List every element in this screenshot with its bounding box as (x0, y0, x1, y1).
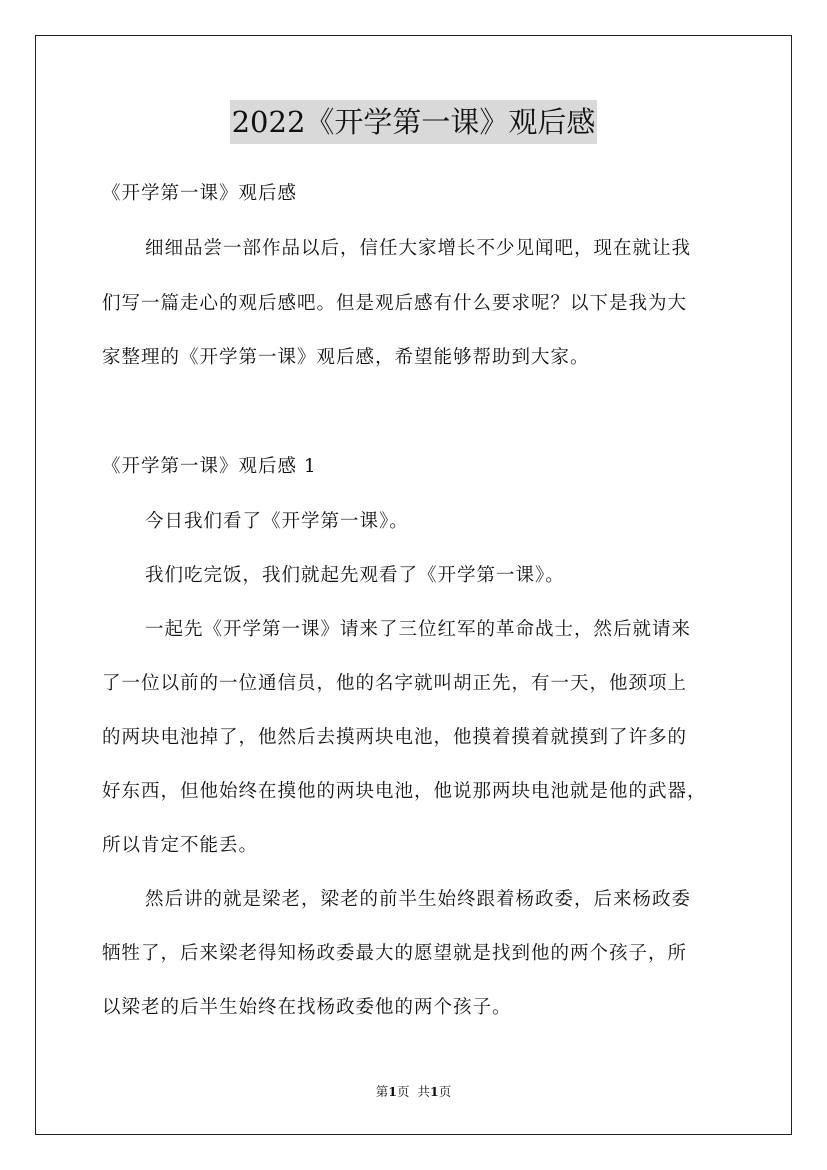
intro-line-3: 家整理的《开学第一课》观后感，希望能够帮助到大家。 (102, 347, 590, 368)
body-line-7: 所以肯定不能丢。 (102, 835, 259, 856)
body-line-10: 以梁老的后半生始终在找杨政委他的两个孩子。 (102, 997, 512, 1018)
body-line-2: 我们吃完饭，我们就起先观看了《开学第一课》。 (145, 565, 565, 586)
body-line-9: 牺牲了，后来梁老得知杨政委最大的愿望就是找到他的两个孩子，所 (102, 943, 688, 964)
body-line-4: 了一位以前的一位通信员，他的名字就叫胡正先，有一天，他颈项上 (102, 673, 688, 694)
intro-line-1: 细细品尝一部作品以后，信任大家增长不少见闻吧，现在就让我 (145, 238, 692, 259)
section-heading: 《开学第一课》观后感 1 (102, 456, 317, 477)
document-subtitle: 《开学第一课》观后感 (102, 183, 298, 204)
page-suffix: 页 (397, 1084, 410, 1099)
page-prefix: 第 (375, 1084, 389, 1099)
body-line-3: 一起先《开学第一课》请来了三位红军的革命战士，然后就请来 (145, 619, 692, 640)
intro-line-2: 们写一篇走心的观后感吧。但是观后感有什么要求呢？以下是我为大 (102, 293, 688, 314)
document-title-text: 2022《开学第一课》观后感 (230, 100, 598, 144)
body-line-1: 今日我们看了《开学第一课》。 (145, 511, 409, 532)
body-line-8: 然后讲的就是梁老，梁老的前半生始终跟着杨政委，后来杨政委 (145, 889, 692, 910)
total-suffix: 页 (438, 1084, 452, 1099)
page-number: 1 (388, 1084, 397, 1099)
total-pages: 1 (429, 1084, 439, 1099)
document-title (0, 100, 827, 144)
body-line-6: 好东西，但他始终在摸他的两块电池，他说那两块电池就是他的武器， (102, 781, 707, 802)
total-prefix: 共 (417, 1084, 430, 1099)
page-footer (0, 1084, 827, 1100)
body-line-5: 的两块电池掉了，他然后去摸两块电池，他摸着摸着就摸到了许多的 (102, 727, 688, 748)
